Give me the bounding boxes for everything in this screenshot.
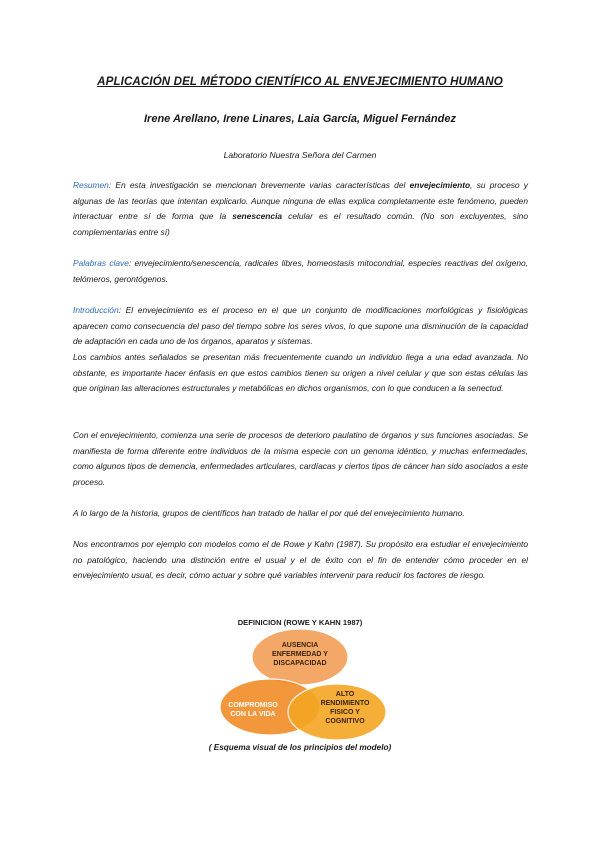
figure-caption: ( Esquema visual de los principios del modelo) [208,743,392,752]
abstract-bold-1: envejecimiento [409,180,471,190]
paper-authors: Irene Arellano, Irene Linares, Laia García, Miguel Fernández [144,113,456,125]
abstract-paragraph [73,178,528,240]
circle-left-line-1: COMPROMISO [228,702,278,709]
intro-paragraph-3: Con el envejecimiento, comienza una serie de procesos de deterioro paulatino de órganos y sus funciones asociadas. Se manifiesta de forma diferente entre individuos de la misma especie con un genoma idéntico, y muchas enfermedades, como algunos tipos de demencia, enfermedades articulares, cardíacas y ciertos tipos de cáncer han sido asociados a este proceso. [73,430,528,487]
circle-right-line-4: COGNITIVO [325,718,365,725]
venn-diagram [200,628,400,740]
keywords-text: : envejecimiento/senescencia, radicales libres, homeostasis mitocondrial, especies reactivas del oxígeno, telómeros, gerontógenos. [73,258,528,284]
intro-paragraph-5: Nos encontramos por ejemplo con modelos como el de Rowe y Kahn (1987). Su propósito era estudiar el envejecimiento no patológico, haciendo una distinción entre el usual y el de éxito con el fin de entender cómo proceder en el envejecimiento usual, es decir, cómo actuar y sobre qué variables intervenir para reducir los factores de riesgo. [73,539,528,581]
circle-top-line-3: DISCAPACIDAD [273,660,327,667]
keywords-paragraph [73,256,528,287]
abstract-text-3: celular es el resultado común. (No son excluyentes, sino complementarias entre sí) [73,211,528,237]
abstract-text-2: , su proceso y algunas de las teorías que intentan explicarlo. Aunque ninguna de ellas explica completamente este fenómeno, pueden interactuar entre sí de forma que la [73,180,528,222]
circle-top-line-2: ENFERMEDAD Y [272,651,328,658]
circle-right-line-3: FISICO Y [330,709,360,716]
circle-left-line-2: CON LA VIDA [230,711,276,718]
circle-right-line-1: ALTO [335,691,355,698]
intro-label: Introducción [73,305,119,315]
abstract-text-1: En esta investigación se mencionan brevemente varias características del [111,180,410,190]
paper-affiliation: Laboratorio Nuestra Señora del Carmen [223,150,377,160]
figure-title: DEFINICION (ROWE Y KAHN 1987) [237,618,363,627]
keywords-label: Palabras clave [73,258,129,268]
abstract-bold-2: senescencia [232,211,283,222]
intro-text-1: : El envejecimiento es el proceso en el que un conjunto de modificaciones morfológicas y fisiológicas aparecen como consecuencia del paso del tiempo sobre los seres vivos, lo que supone una disminución de la capacidad de adaptación en cada uno de los órganos, aparatos y sistemas. [73,305,528,347]
paper-title: APLICACIÓN DEL MÉTODO CIENTÍFICO AL ENVEJECIMIENTO HUMANO [97,75,503,88]
abstract-label: Resumen: [73,180,112,190]
intro-paragraph-2: Los cambios antes señalados se presentan más frecuentemente cuando un individuo llega a una edad avanzada. No obstante, es importante hacer énfasis en que estos cambios tienen su origen a nivel celular y que son estas células las que originan las alteraciones estructurales y metabólicas en dichos organismos, con lo que conducen a la senectud. [73,352,528,394]
intro-paragraph-1 [73,303,528,350]
circle-right-line-2: RENDIMIENTO [320,700,370,707]
circle-top-line-1: AUSENCIA [281,642,319,649]
intro-paragraph-4: A lo largo de la historia, grupos de científicos han tratado de hallar el por qué del envejecimiento humano. [73,508,465,518]
